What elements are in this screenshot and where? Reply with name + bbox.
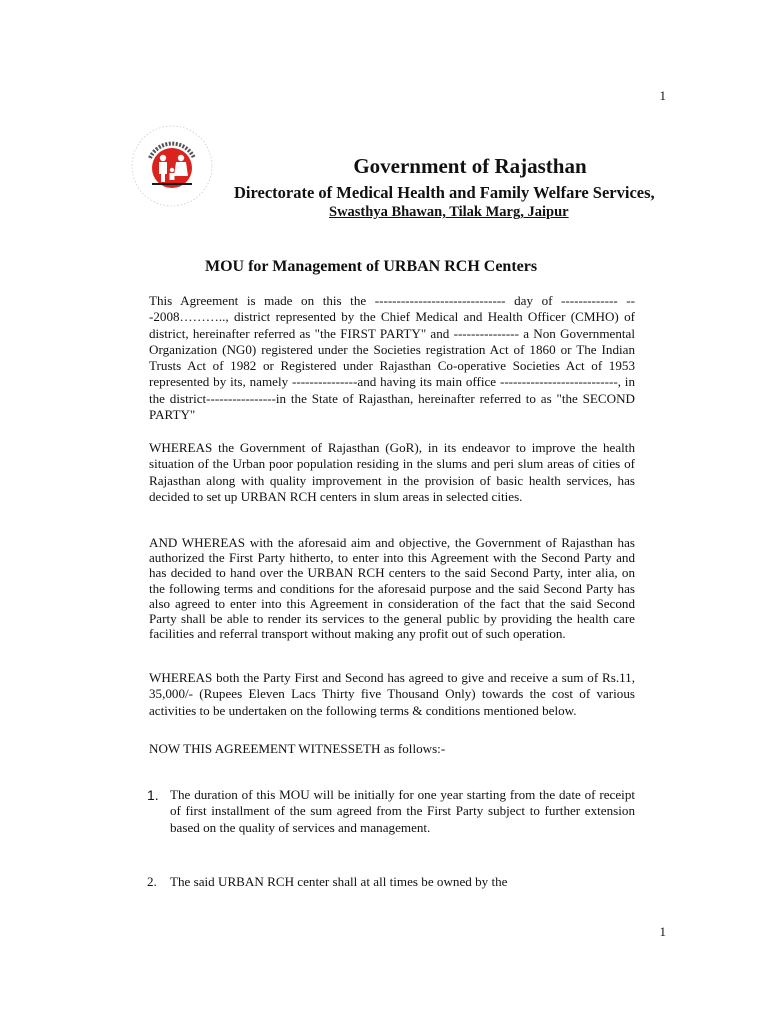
address-line: Swasthya Bhawan, Tilak Marg, Jaipur — [329, 204, 569, 220]
page-number-top: 1 — [659, 88, 666, 103]
agreement-paragraph: This Agreement is made on this the ------------------------------ day of ------------- ---2008……….., district represented by the Chief Medical and Health Officer (CMHO) of district, hereinafter referred as "the FIRST PARTY" and --------------- a Non Governmental Organization (NG0) registered under the Societies registration Act of 1860 or The Indian Trusts Act of 1982 or Registered under Rajasthan Co-operative Societies Act of 1953 represented by its, namely ---------------and having its main office ---------------------------, in the district----------------in the State of Rajasthan, hereinafter referred to as "the SECOND PARTY" — [149, 293, 635, 423]
list-item — [147, 874, 635, 890]
page-title: Government of Rajasthan — [353, 154, 587, 178]
list-item-number: 1. — [147, 787, 159, 803]
list-item-text: The duration of this MOU will be initially for one year starting from the date of receipt of first installment of the sum agreed from the First Party subject to further extension based on the quality of services and management. — [170, 787, 635, 835]
whereas-paragraph: WHEREAS the Government of Rajasthan (GoR), in its endeavor to improve the health situation of the Urban poor population residing in the slums and peri slum areas of cities of Rajasthan along with quality improvement in the provision of basic health services, has decided to set up URBAN RCH centers in slum areas in selected cities. — [149, 440, 635, 504]
witnesseth-paragraph: NOW THIS AGREEMENT WITNESSETH as follows:- — [149, 741, 446, 756]
list-item-number: 2. — [147, 874, 157, 889]
list-item-text: The said URBAN RCH center shall at all times be owned by the — [170, 874, 508, 889]
and-whereas-paragraph: AND WHEREAS with the aforesaid aim and objective, the Government of Rajasthan has authorized the First Party hitherto, to enter into this Agreement with the Second Party and has decided to hand over the URBAN RCH centers to the said Second Party, inter alia, on the following terms and conditions for the aforesaid purpose and the said Second Party has also agreed to enter into this Agreement in consideration of the fact that the said Second Party shall be able to render its services to the general public by providing the health care facilities and referral transport without making any profit out of such operation. — [149, 535, 635, 642]
page-number-bottom: 1 — [659, 924, 666, 939]
whereas-sum-paragraph: WHEREAS both the Party First and Second has agreed to give and receive a sum of Rs.11, 35,000/- (Rupees Eleven Lacs Thirty five Thousand Only) towards the cost of various activities to be undertaken on the following terms & conditions mentioned below. — [149, 670, 635, 718]
directorate-subtitle: Directorate of Medical Health and Family Welfare Services, — [234, 183, 655, 202]
document-heading: MOU for Management of URBAN RCH Centers — [205, 258, 538, 275]
list-item — [147, 787, 635, 836]
